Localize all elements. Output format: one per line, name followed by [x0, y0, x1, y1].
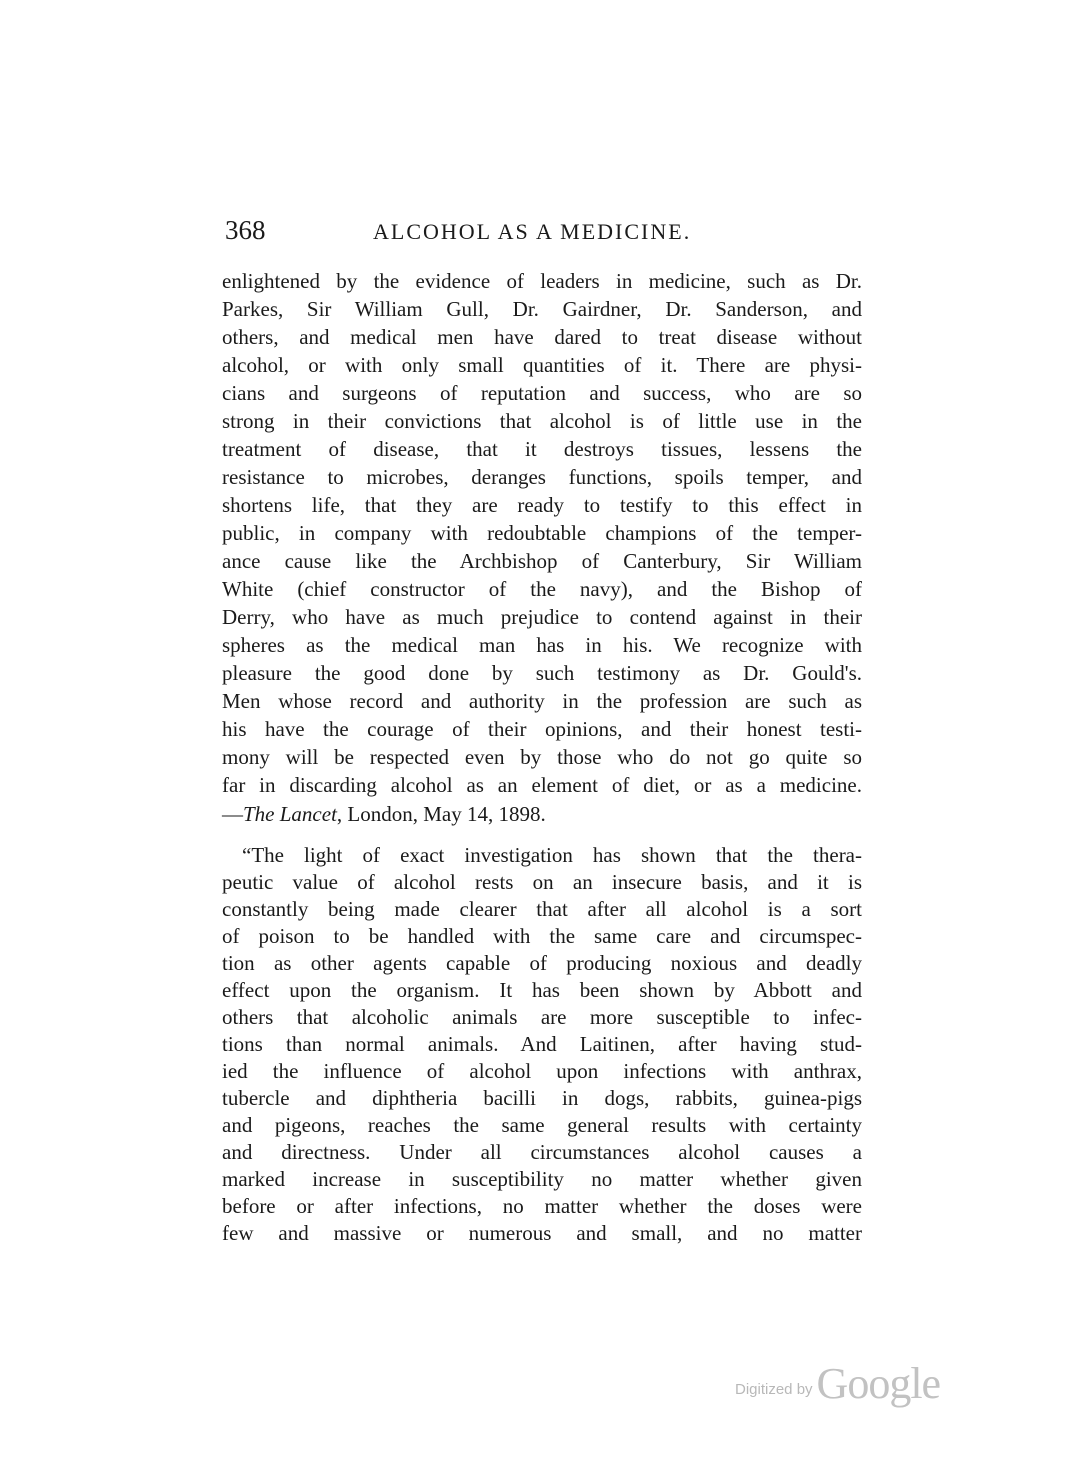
- text-line: resistance to microbes, deranges functions, spoils temper, and: [222, 465, 862, 489]
- running-title: ALCOHOL AS A MEDICINE.: [373, 219, 692, 244]
- text-line: shortens life, that they are ready to testify to this effect in: [222, 493, 862, 517]
- text-line: alcohol, or with only small quantities of it. There are physi-: [222, 353, 862, 377]
- citation-dash: —: [222, 802, 243, 826]
- text-line: Parkes, Sir William Gull, Dr. Gairdner, Dr. Sanderson, and: [222, 297, 862, 321]
- text-line: far in discarding alcohol as an element of diet, or as a medicine.: [222, 773, 862, 797]
- text-line: others, and medical men have dared to treat disease without: [222, 325, 862, 349]
- text-line: effect upon the organism. It has been shown by Abbott and: [222, 978, 862, 1002]
- text-line: mony will be respected even by those who do not go quite so: [222, 745, 862, 769]
- text-line: enlightened by the evidence of leaders in medicine, such as Dr.: [222, 269, 862, 293]
- text-line: and pigeons, reaches the same general results with certainty: [222, 1113, 862, 1137]
- text-line: his have the courage of their opinions, and their honest testi-: [222, 717, 862, 741]
- text-line: strong in their convictions that alcohol is of little use in the: [222, 409, 862, 433]
- text-line: Men whose record and authority in the profession are such as: [222, 689, 862, 713]
- text-line: “The light of exact investigation has shown that the thera-: [242, 843, 862, 867]
- text-line: marked increase in susceptibility no matter whether given: [222, 1167, 862, 1191]
- text-line: ance cause like the Archbishop of Canterbury, Sir William: [222, 549, 862, 573]
- text-line: Derry, who have as much prejudice to contend against in their: [222, 605, 862, 629]
- page-header: [225, 213, 865, 253]
- text-line: spheres as the medical man has in his. We recognize with: [222, 633, 862, 657]
- text-line: few and massive or numerous and small, and no matter: [222, 1221, 862, 1245]
- text-line: tions than normal animals. And Laitinen, after having stud-: [222, 1032, 862, 1056]
- text-line: treatment of disease, that it destroys tissues, lessens the: [222, 437, 862, 461]
- text-line: tion as other agents capable of producing noxious and deadly: [222, 951, 862, 975]
- text-line: ied the influence of alcohol upon infections with anthrax,: [222, 1059, 862, 1083]
- text-line: others that alcoholic animals are more susceptible to infec-: [222, 1005, 862, 1029]
- digitized-by-google-watermark: [735, 1358, 940, 1408]
- text-line: constantly being made clearer that after all alcohol is a sort: [222, 897, 862, 921]
- citation-details: , London, May 14, 1898.: [336, 802, 546, 826]
- text-line: White (chief constructor of the navy), and the Bishop of: [222, 577, 862, 601]
- text-line: before or after infections, no matter whether the doses were: [222, 1194, 862, 1218]
- text-line: peutic value of alcohol rests on an insecure basis, and it is: [222, 870, 862, 894]
- text-line: tubercle and diphtheria bacilli in dogs, rabbits, guinea-pigs: [222, 1086, 862, 1110]
- watermark-prefix: Digitized by: [735, 1381, 813, 1398]
- citation-line: [222, 800, 862, 828]
- text-line: and directness. Under all circumstances alcohol causes a: [222, 1140, 862, 1164]
- google-logo: Google: [816, 1359, 941, 1408]
- text-line: public, in company with redoubtable champions of the temper-: [222, 521, 862, 545]
- text-line: of poison to be handled with the same care and circumspec-: [222, 924, 862, 948]
- text-line: cians and surgeons of reputation and success, who are so: [222, 381, 862, 405]
- page-number: 368: [225, 215, 266, 245]
- text-line: pleasure the good done by such testimony as Dr. Gould's.: [222, 661, 862, 685]
- citation-publication: The Lancet: [243, 802, 337, 826]
